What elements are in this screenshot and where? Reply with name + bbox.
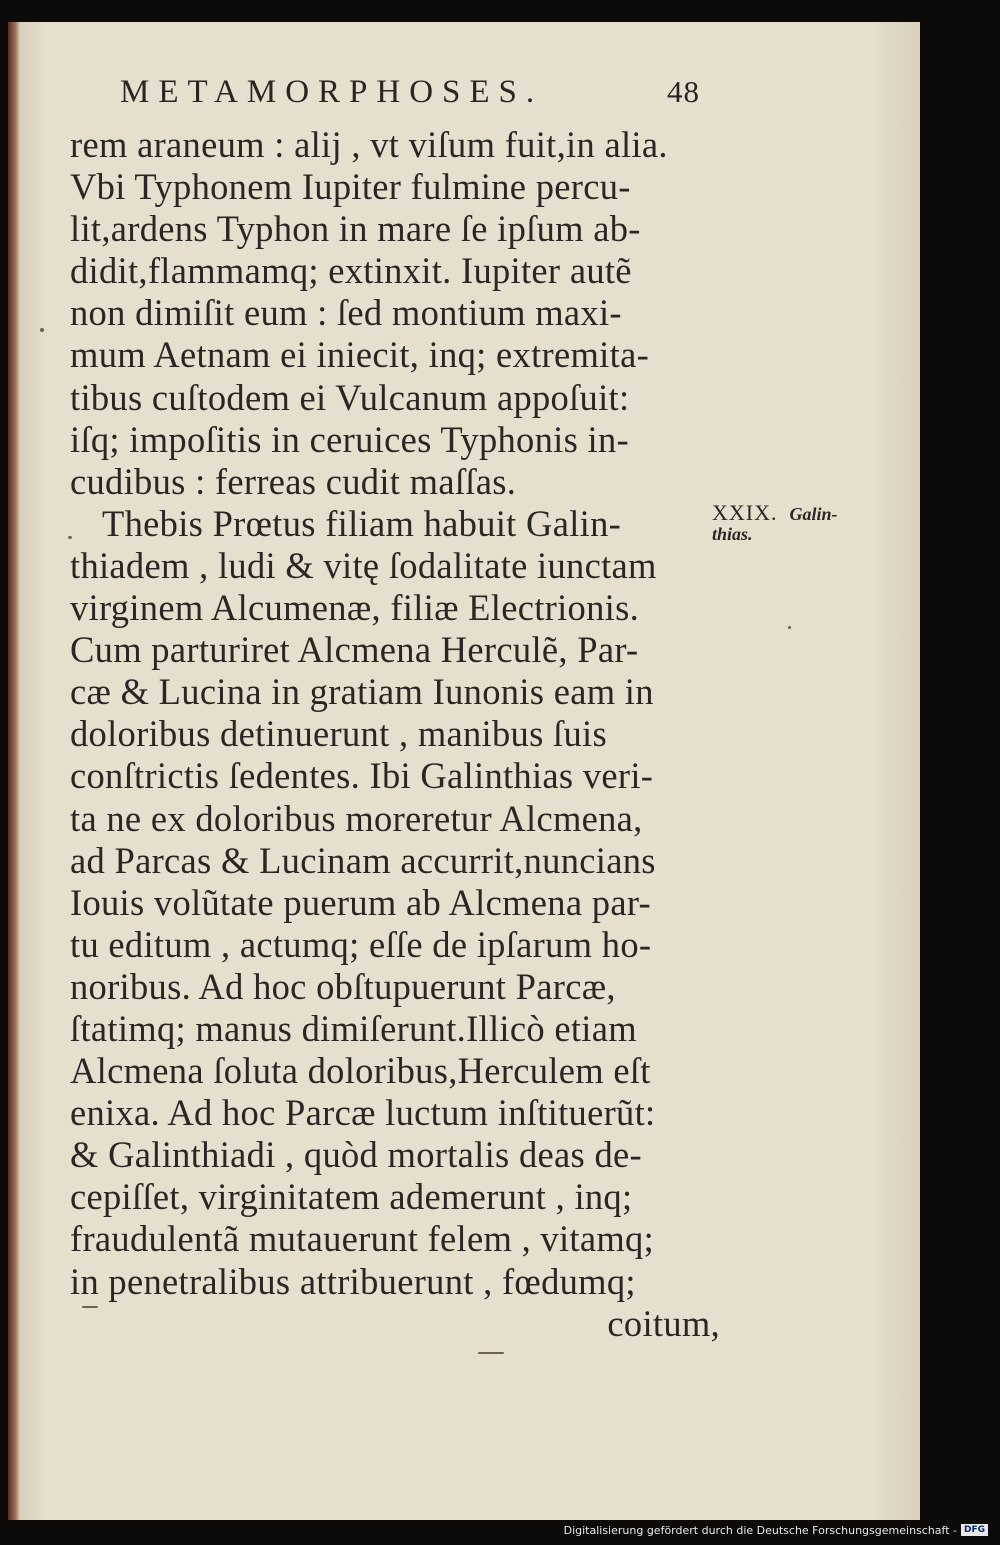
text-line: noribus. Ad hoc obſtupuerunt Parcæ,: [70, 965, 616, 1007]
text-line: cudibus : ferreas cudit maſſas.: [70, 460, 517, 502]
text-line: cæ & Lucina in gratiam Iunonis eam in: [70, 671, 654, 713]
text-line: fraudulentã mutauerunt felem , vitamq;: [70, 1218, 655, 1260]
text-line: non dimiſit eum : ſed montium maxi-: [70, 292, 622, 334]
dfg-logo: DFG: [961, 1524, 988, 1536]
text-line: mum Aetnam ei iniecit, inq; extremita-: [70, 334, 650, 376]
paper-speck: [478, 1352, 504, 1354]
text-line: rem araneum : alij , vt viſum fuit,in alia.: [70, 124, 668, 165]
paper-speck: [82, 1306, 98, 1308]
text-line: in penetralibus attribuerunt , fœdumq;: [70, 1260, 636, 1302]
margin-keyword: Galin-: [789, 504, 838, 524]
text-line: didit,flammamq; extinxit. Iupiter autẽ: [70, 250, 632, 292]
paper-speck: [788, 626, 791, 629]
text-line: virginem Alcumenæ, filiæ Electrionis.: [70, 587, 640, 629]
text-line: Alcmena ſoluta doloribus,Herculem eſt: [70, 1050, 651, 1092]
margin-note: [712, 500, 838, 545]
page-binding-edge: [8, 22, 20, 1520]
text-line: lit,ardens Typhon in mare ſe ipſum ab-: [70, 208, 641, 250]
body-text: [70, 124, 720, 1345]
catchword: coitum,: [607, 1302, 720, 1344]
text-line: doloribus detinuerunt , manibus ſuis: [70, 713, 607, 755]
text-line: iſq; impoſitis in ceruices Typhonis in-: [70, 418, 629, 460]
text-line: ſtatimq; manus dimiſerunt.Illicò etiam: [70, 1007, 637, 1049]
text-line: tibus cuſtodem ei Vulcanum appoſuit:: [70, 376, 630, 418]
paper-speck: [40, 328, 44, 332]
text-line: Vbi Typhonem Iupiter fulmine percu-: [70, 166, 631, 208]
text-line: thiadem , ludi & vitę ſodalitate iunctam: [70, 544, 657, 586]
running-title: METAMORPHOSES.: [120, 74, 544, 110]
margin-keyword-continued: thias.: [712, 524, 753, 544]
paper-speck: [68, 536, 72, 539]
text-line: cepiſſet, virginitatem ademerunt , inq;: [70, 1176, 633, 1218]
text-line: Iouis volũtate puerum ab Alcmena par-: [70, 881, 652, 923]
digitization-footer: [564, 1521, 988, 1539]
text-line: Cum parturiret Alcmena Herculẽ, Par-: [70, 629, 639, 671]
text-line: ta ne ex doloribus moreretur Alcmena,: [70, 797, 643, 839]
text-line: enixa. Ad hoc Parcæ luctum inſtituerũt:: [70, 1092, 656, 1134]
text-line: conſtrictis ſedentes. Ibi Galinthias veri-: [70, 755, 654, 797]
footer-credit-text: Digitalisierung gefördert durch die Deutsche Forschungsgemeinschaft -: [563, 1523, 957, 1537]
text-line: tu editum , actumq; eſſe de ipſarum ho-: [70, 923, 652, 965]
text-line: ad Parcas & Lucinam accurrit,nuncians: [70, 839, 656, 881]
margin-chapter-number: XXIX.: [712, 500, 778, 525]
text-line: & Galinthiadi , quòd mortalis deas de-: [70, 1134, 642, 1176]
page-header: [120, 74, 700, 120]
paragraph-start-line: Thebis Prœtus filiam habuit Galin-: [102, 502, 622, 544]
book-page: [8, 22, 920, 1520]
page-number: 48: [667, 74, 700, 109]
